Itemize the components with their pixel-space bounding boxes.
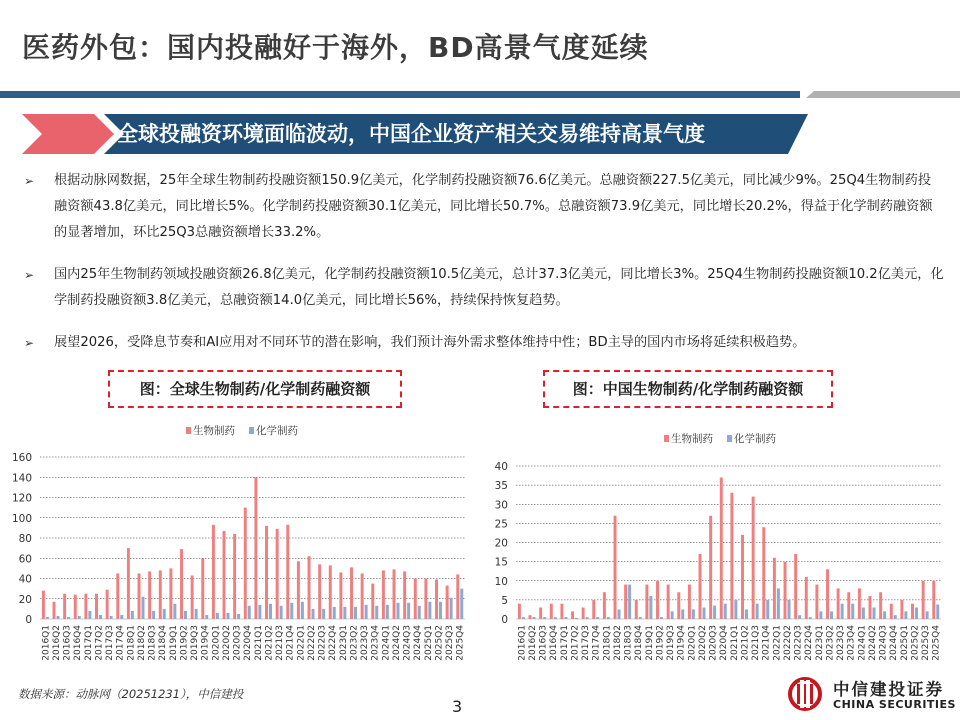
bullet-item: [24, 168, 944, 246]
bar-chem: [184, 611, 187, 619]
bar-bio: [529, 615, 532, 619]
bar-bio: [318, 564, 321, 619]
x-tick-label: 2020Q4: [243, 625, 254, 661]
bar-chem: [322, 609, 325, 619]
bar-bio: [592, 600, 595, 619]
x-tick-label: 2022Q3: [317, 625, 328, 661]
bar-bio: [297, 561, 300, 619]
bar-chem: [386, 605, 389, 619]
bar-bio: [159, 570, 162, 619]
y-tick-label: 5: [501, 594, 508, 607]
x-tick-label: 2016Q3: [62, 625, 73, 661]
bar-bio: [614, 516, 617, 619]
bullet-text: 根据动脉网数据，25年全球生物制药投融资额150.9亿美元，化学制药投融资额76.6亿美元。总融资额227.5亿美元，同比减少9%。25Q4生物制药投融资额43.8亿美元，同比增长5%。化学制药投融资额30.1亿美元，同比增长50.7%。总融资额73.9亿美元，同比增长20.2%，得益于化学制药融资额的显著增加，环比25Q3总融资额增长33.2%。: [54, 173, 933, 240]
x-tick-label: 2023Q1: [338, 625, 349, 661]
bar-chem: [131, 611, 134, 619]
bar-bio: [847, 592, 850, 619]
bar-bio: [233, 534, 236, 619]
legend-label: 化学制药: [256, 425, 298, 437]
bar-chem: [375, 606, 378, 619]
bar-bio: [932, 581, 935, 619]
bar-bio: [254, 477, 257, 619]
bar-bio: [42, 591, 45, 619]
bar-chem: [110, 616, 113, 619]
bar-chem: [734, 600, 737, 619]
bar-chem: [439, 602, 442, 619]
y-tick-label: 120: [11, 492, 32, 505]
bar-chem: [142, 597, 145, 619]
section-banner: [22, 114, 808, 154]
x-tick-label: 2017Q1: [559, 625, 570, 661]
bar-chem: [883, 611, 886, 619]
bar-chem: [290, 603, 293, 619]
bar-bio: [741, 535, 744, 619]
x-tick-label: 2018Q4: [634, 625, 645, 661]
bar-bio: [699, 554, 702, 619]
x-tick-label: 2016Q2: [527, 625, 538, 661]
bar-bio: [74, 595, 77, 619]
y-tick-label: 160: [11, 452, 32, 464]
bar-chem: [533, 617, 536, 619]
x-tick-label: 2018Q4: [158, 625, 169, 661]
bar-bio: [382, 570, 385, 619]
data-source: 数据来源：动脉网（20251231），中信建投: [18, 687, 244, 701]
bar-chem: [57, 616, 60, 619]
bar-chem: [67, 617, 70, 619]
header-bar-blue: [0, 91, 800, 98]
bar-chem: [756, 604, 759, 619]
bar-bio: [518, 604, 521, 619]
x-tick-label: 2023Q3: [360, 625, 371, 661]
bar-chem: [819, 611, 822, 619]
bar-chem: [173, 604, 176, 619]
bar-bio: [127, 548, 130, 619]
x-tick-label: 2016Q3: [538, 625, 549, 661]
x-tick-label: 2024Q2: [391, 625, 402, 661]
x-tick-label: 2019Q2: [655, 625, 666, 661]
bar-bio: [752, 497, 755, 619]
bar-bio: [148, 571, 151, 619]
legend-swatch: [186, 427, 191, 434]
bar-bio: [223, 531, 226, 619]
bar-bio: [329, 565, 332, 619]
bar-bio: [869, 596, 872, 619]
x-tick-label: 2018Q2: [612, 625, 623, 661]
bar-chem: [703, 608, 706, 619]
x-tick-label: 2017Q4: [115, 625, 126, 661]
logo-emblem-icon: [785, 676, 827, 712]
x-tick-label: 2019Q4: [676, 625, 687, 661]
bar-chem: [671, 611, 674, 619]
x-tick-label: 2021Q1: [729, 625, 740, 661]
x-tick-label: 2021Q3: [751, 625, 762, 661]
bar-bio: [656, 581, 659, 619]
bar-bio: [414, 579, 417, 620]
y-tick-label: 20: [494, 537, 508, 550]
y-tick-label: 80: [18, 533, 32, 545]
chart-caption-global: 图：全球生物制药/化学制药融资额: [108, 370, 402, 408]
bar-chem: [88, 611, 91, 619]
legend-swatch: [664, 435, 669, 442]
bar-chem: [428, 602, 431, 619]
bar-chem: [681, 609, 684, 619]
x-tick-label: 2025Q3: [445, 625, 456, 661]
legend-label: 生物制药: [671, 433, 713, 445]
page-number: 3: [452, 697, 463, 716]
x-tick-label: 2016Q1: [517, 625, 528, 661]
x-tick-label: 2025Q4: [455, 625, 466, 661]
x-tick-label: 2024Q3: [402, 625, 413, 661]
bar-chem: [904, 611, 907, 619]
x-tick-label: 2017Q2: [570, 625, 581, 661]
bar-bio: [645, 585, 648, 619]
bar-bio: [922, 581, 925, 619]
bar-chem: [333, 607, 336, 619]
x-tick-label: 2023Q3: [836, 625, 847, 661]
bar-chem: [586, 617, 589, 619]
x-tick-label: 2024Q3: [878, 625, 889, 661]
bar-bio: [571, 611, 574, 619]
bar-chem: [596, 617, 599, 619]
bar-bio: [667, 585, 670, 619]
bar-chem: [564, 617, 567, 619]
bar-bio: [339, 572, 342, 619]
bar-chem: [724, 604, 727, 619]
bar-chem: [766, 600, 769, 619]
x-tick-label: 2020Q1: [687, 625, 698, 661]
logo-cn-text: 中信建投证券: [833, 680, 944, 699]
bar-chem: [163, 609, 166, 619]
bar-chem: [522, 617, 525, 619]
bar-bio: [84, 594, 87, 619]
x-tick-label: 2020Q4: [719, 625, 730, 661]
company-logo: [785, 676, 955, 716]
x-tick-label: 2018Q3: [623, 625, 634, 661]
x-tick-label: 2023Q1: [814, 625, 825, 661]
bar-chem: [450, 598, 453, 619]
bar-bio: [286, 525, 289, 619]
x-tick-label: 2021Q3: [275, 625, 286, 661]
x-tick-label: 2021Q4: [761, 625, 772, 661]
bar-chem: [237, 614, 240, 619]
bar-chem: [788, 600, 791, 619]
bullet-text: 国内25年生物制药领域投融资额26.8亿美元，化学制药投融资额10.5亿美元，总计37.3亿美元，同比增长3%。25Q4生物制药投融资额10.2亿美元，化学制药投融资额3.8亿美元，总融资额14.0亿美元，同比增长56%，持续保持恢复趋势。: [54, 267, 944, 308]
bar-chem: [120, 615, 123, 619]
bar-chem: [936, 604, 939, 619]
x-tick-label: 2020Q2: [221, 625, 232, 661]
bar-bio: [879, 592, 882, 619]
y-tick-label: 30: [494, 499, 508, 512]
bar-chem: [607, 617, 610, 619]
bar-bio: [539, 608, 542, 619]
x-tick-label: 2024Q1: [381, 625, 392, 661]
bar-bio: [116, 573, 119, 619]
bar-bio: [169, 568, 172, 619]
x-tick-label: 2025Q1: [899, 625, 910, 661]
x-tick-label: 2025Q4: [931, 625, 942, 661]
bar-bio: [308, 556, 311, 619]
x-tick-label: 2020Q3: [708, 625, 719, 661]
x-tick-label: 2025Q2: [910, 625, 921, 661]
x-tick-label: 2022Q1: [296, 625, 307, 661]
bar-chem: [407, 603, 410, 619]
bar-chem: [777, 588, 780, 619]
bullet-item: [24, 330, 944, 356]
bar-bio: [773, 558, 776, 619]
x-tick-label: 2018Q1: [126, 625, 137, 661]
bar-bio: [350, 567, 353, 619]
bar-chem: [692, 609, 695, 619]
x-tick-label: 2018Q3: [147, 625, 158, 661]
bullet-arrow-icon: ➢: [24, 174, 35, 188]
legend-label: 化学制药: [734, 433, 776, 445]
bar-bio: [212, 525, 215, 619]
bar-bio: [890, 604, 893, 619]
bar-chem: [354, 607, 357, 619]
y-tick-label: 35: [494, 480, 508, 493]
legend-swatch: [249, 427, 254, 434]
x-tick-label: 2021Q2: [264, 625, 275, 661]
bar-bio: [53, 602, 56, 619]
legend-label: 生物制药: [193, 425, 235, 437]
chart-caption-china: 图：中国生物制药/化学制药融资额: [543, 370, 833, 408]
bar-bio: [815, 585, 818, 619]
bar-chem: [152, 611, 155, 619]
x-tick-label: 2023Q2: [349, 625, 360, 661]
x-tick-label: 2023Q4: [370, 625, 381, 661]
bar-bio: [560, 604, 563, 619]
x-tick-label: 2021Q2: [740, 625, 751, 661]
bar-chem: [830, 611, 833, 619]
bar-chem: [312, 609, 315, 619]
x-tick-label: 2025Q3: [921, 625, 932, 661]
x-tick-label: 2020Q2: [697, 625, 708, 661]
bar-bio: [624, 585, 627, 619]
bar-bio: [265, 526, 268, 619]
bar-bio: [106, 590, 109, 619]
bar-chem: [745, 609, 748, 619]
bar-bio: [582, 608, 585, 619]
x-tick-label: 2025Q2: [434, 625, 445, 661]
logo-en-text: CHINA SECURITIES: [833, 698, 956, 711]
bar-bio: [635, 600, 638, 619]
x-tick-label: 2019Q2: [179, 625, 190, 661]
bar-chem: [46, 617, 49, 619]
x-tick-label: 2023Q2: [825, 625, 836, 661]
bar-chem: [343, 607, 346, 619]
bar-chem: [873, 608, 876, 619]
x-tick-label: 2016Q2: [51, 625, 62, 661]
header-bar-gray: [806, 91, 960, 98]
bar-chem: [397, 603, 400, 619]
y-tick-label: 15: [494, 556, 508, 569]
x-tick-label: 2016Q4: [549, 625, 560, 661]
x-tick-label: 2019Q1: [168, 625, 179, 661]
bar-chem: [618, 609, 621, 619]
bar-chem: [915, 608, 918, 619]
bar-chem: [894, 615, 897, 619]
bar-chem: [798, 615, 801, 619]
y-tick-label: 100: [11, 512, 32, 525]
x-tick-label: 2019Q3: [190, 625, 201, 661]
bar-bio: [95, 594, 98, 619]
y-tick-label: 0: [25, 614, 32, 626]
x-tick-label: 2017Q1: [83, 625, 94, 661]
bar-bio: [244, 508, 247, 619]
bar-chem: [365, 605, 368, 619]
bar-bio: [826, 569, 829, 619]
bar-chem: [554, 617, 557, 619]
bar-chem: [713, 606, 716, 619]
x-tick-label: 2022Q3: [793, 625, 804, 661]
bar-chem: [78, 616, 81, 619]
bar-chem: [628, 585, 631, 619]
x-tick-label: 2024Q4: [413, 625, 424, 661]
y-tick-label: 0: [501, 614, 508, 626]
x-tick-label: 2017Q4: [591, 625, 602, 661]
bar-bio: [794, 554, 797, 619]
bar-chem: [301, 602, 304, 619]
bar-bio: [720, 477, 723, 619]
bar-bio: [837, 588, 840, 619]
bar-chem: [851, 604, 854, 619]
x-tick-label: 2021Q4: [285, 625, 296, 661]
y-tick-label: 25: [494, 518, 508, 531]
bar-bio: [709, 516, 712, 619]
bar-chem: [639, 617, 642, 619]
bar-bio: [762, 527, 765, 619]
bar-chem: [660, 617, 663, 619]
bar-chem: [280, 606, 283, 619]
x-tick-label: 2022Q2: [782, 625, 793, 661]
bar-bio: [435, 580, 438, 619]
bar-bio: [138, 573, 141, 619]
x-tick-label: 2019Q3: [666, 625, 677, 661]
bar-chem: [227, 613, 230, 619]
x-tick-label: 2022Q1: [772, 625, 783, 661]
bullet-item: [24, 262, 944, 314]
bar-bio: [276, 529, 279, 619]
y-tick-label: 10: [494, 575, 508, 588]
bar-bio: [393, 569, 396, 619]
x-tick-label: 2024Q4: [889, 625, 900, 661]
x-tick-label: 2024Q2: [867, 625, 878, 661]
bar-chem: [269, 604, 272, 619]
bar-bio: [603, 592, 606, 619]
bar-chem: [248, 606, 251, 619]
bar-chem: [841, 604, 844, 619]
bar-bio: [63, 594, 66, 619]
x-tick-label: 2017Q3: [105, 625, 116, 661]
bar-chem: [258, 605, 261, 619]
x-tick-label: 2016Q1: [41, 625, 52, 661]
bullet-text: 展望2026，受降息节奏和AI应用对不同环节的潜在影响，我们预计海外需求整体维持中性；BD主导的国内市场将延续积极趋势。: [54, 335, 806, 350]
bar-chem: [543, 617, 546, 619]
bar-bio: [784, 562, 787, 619]
banner-text: 全球投融资环境面临波动，中国企业资产相关交易维持高景气度: [117, 122, 705, 146]
x-tick-label: 2018Q1: [602, 625, 613, 661]
bar-chem: [460, 589, 463, 619]
bar-chem: [216, 613, 219, 619]
bar-chem: [926, 611, 929, 619]
x-tick-label: 2019Q4: [200, 625, 211, 661]
x-tick-label: 2020Q1: [211, 625, 222, 661]
banner-red-chevron: [22, 114, 114, 154]
bar-bio: [403, 571, 406, 619]
bar-bio: [730, 493, 733, 619]
x-tick-label: 2022Q2: [306, 625, 317, 661]
bar-bio: [805, 577, 808, 619]
x-tick-label: 2021Q1: [253, 625, 264, 661]
chart-global-financing: [0, 416, 475, 686]
x-tick-label: 2018Q2: [136, 625, 147, 661]
x-tick-label: 2016Q4: [73, 625, 84, 661]
x-tick-label: 2023Q4: [846, 625, 857, 661]
bar-bio: [858, 588, 861, 619]
bar-bio: [424, 579, 427, 620]
bar-bio: [456, 574, 459, 619]
bar-chem: [862, 608, 865, 619]
bar-chem: [418, 606, 421, 619]
bar-bio: [201, 558, 204, 619]
bar-chem: [195, 609, 198, 619]
x-tick-label: 2017Q2: [94, 625, 105, 661]
x-tick-label: 2022Q4: [804, 625, 815, 661]
y-tick-label: 140: [11, 472, 32, 485]
bar-bio: [677, 592, 680, 619]
bar-bio: [446, 586, 449, 619]
y-tick-label: 40: [494, 461, 508, 473]
y-tick-label: 20: [18, 593, 32, 606]
bar-chem: [809, 617, 812, 619]
bar-bio: [361, 573, 364, 619]
x-tick-label: 2025Q1: [423, 625, 434, 661]
bar-bio: [688, 585, 691, 619]
bar-bio: [550, 604, 553, 619]
bar-bio: [191, 575, 194, 619]
x-tick-label: 2024Q1: [857, 625, 868, 661]
page-title: 医药外包：国内投融好于海外，BD高景气度延续: [22, 31, 649, 64]
x-tick-label: 2020Q3: [232, 625, 243, 661]
bar-bio: [371, 584, 374, 619]
bullet-arrow-icon: ➢: [24, 268, 35, 282]
x-tick-label: 2022Q4: [328, 625, 339, 661]
bullet-arrow-icon: ➢: [24, 336, 35, 350]
bar-bio: [180, 549, 183, 619]
bar-chem: [99, 615, 102, 619]
y-tick-label: 60: [18, 553, 32, 566]
bar-chem: [205, 615, 208, 619]
bar-chem: [575, 618, 578, 619]
bar-chem: [649, 596, 652, 619]
bar-bio: [900, 600, 903, 619]
bar-bio: [911, 604, 914, 619]
legend-swatch: [727, 435, 732, 442]
x-tick-label: 2017Q3: [581, 625, 592, 661]
chart-china-financing: [478, 416, 948, 686]
x-tick-label: 2019Q1: [644, 625, 655, 661]
y-tick-label: 40: [18, 573, 32, 586]
